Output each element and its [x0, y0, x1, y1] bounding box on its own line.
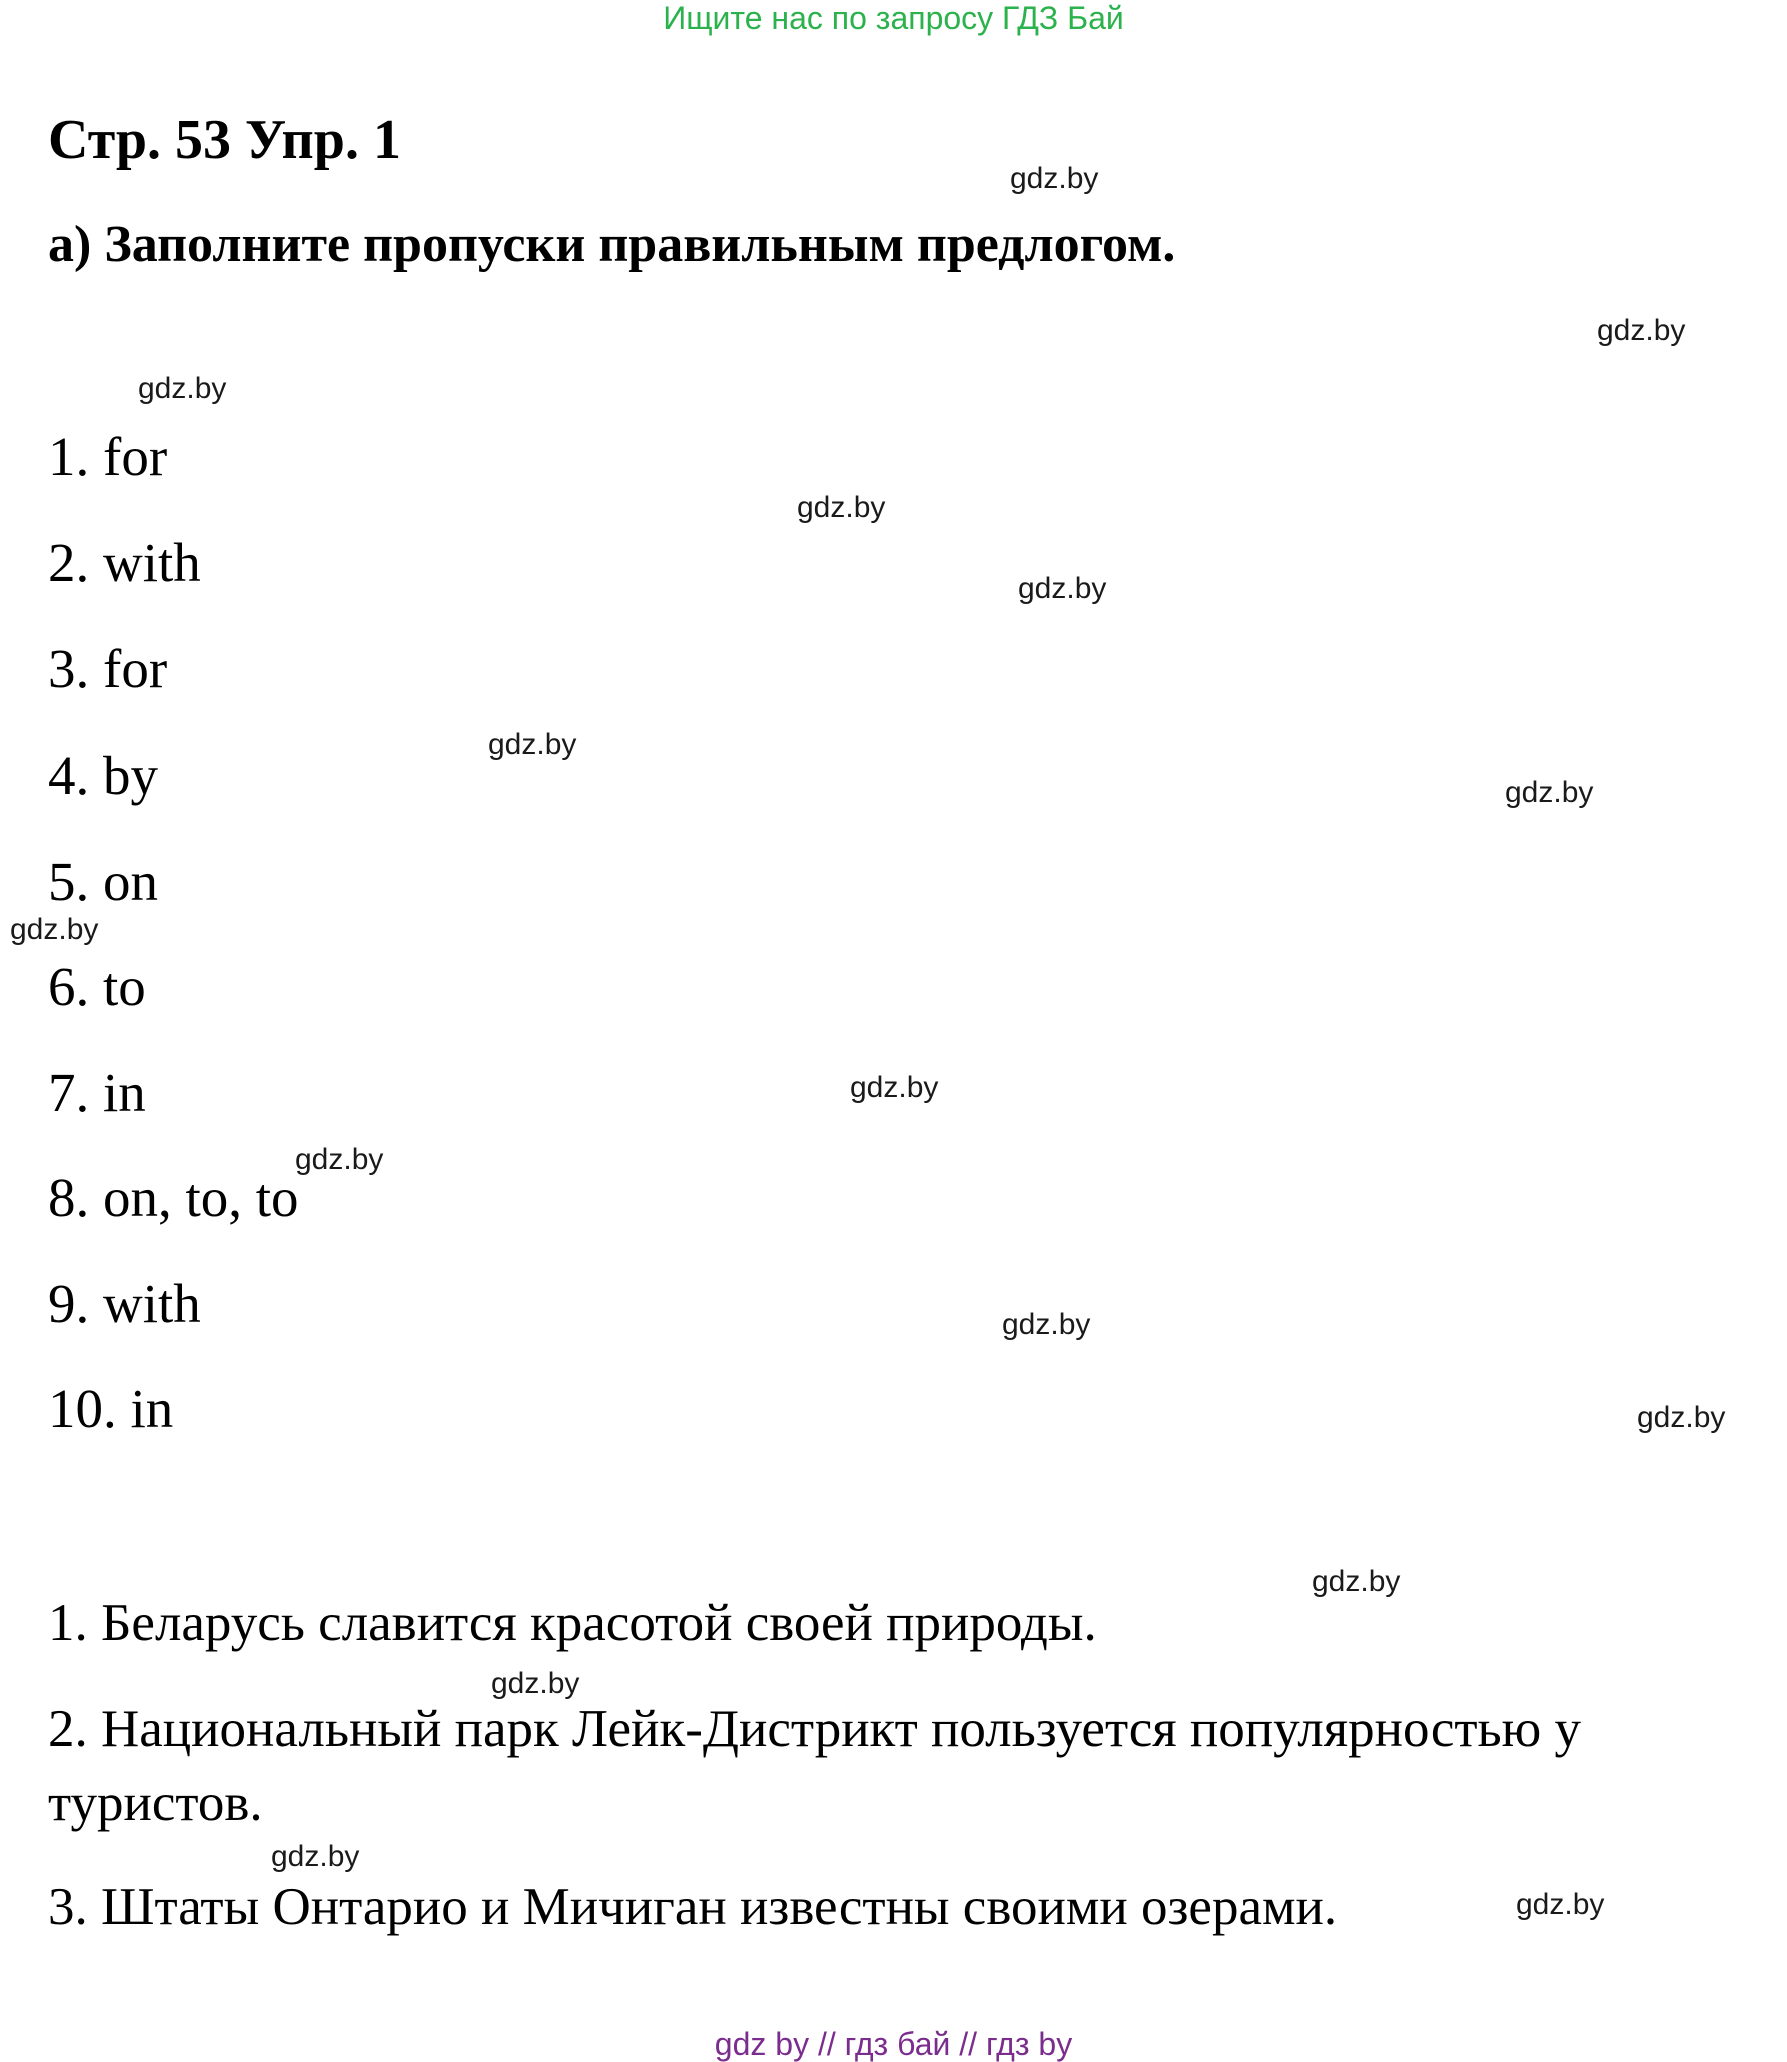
- watermark: gdz.by: [1637, 1401, 1726, 1434]
- answer-item: 9. with: [48, 1273, 201, 1334]
- answer-item: 5. on: [48, 851, 158, 912]
- answer-item: 6. to: [48, 956, 146, 1017]
- answer-item: 4. by: [48, 745, 158, 806]
- answer-item: 2. with: [48, 532, 201, 593]
- translation-line: туристов.: [48, 1774, 263, 1832]
- translation-line: 3. Штаты Онтарио и Мичиган известны своими озерами.: [48, 1878, 1338, 1936]
- answer-item: 3. for: [48, 638, 168, 699]
- answer-item: 7. in: [48, 1062, 146, 1123]
- watermark: gdz.by: [491, 1667, 580, 1700]
- watermark: gdz.by: [1018, 572, 1107, 605]
- watermark: gdz.by: [797, 491, 886, 524]
- translation-line: 2. Национальный парк Лейк-Дистрикт пользуется популярностью у: [48, 1700, 1582, 1758]
- watermark: gdz.by: [1516, 1888, 1605, 1921]
- page-title: Стр. 53 Упр. 1: [48, 109, 401, 171]
- watermark: gdz.by: [1010, 162, 1099, 195]
- watermark: gdz.by: [1312, 1565, 1401, 1598]
- translation-line: 1. Беларусь славится красотой своей природы.: [48, 1594, 1097, 1652]
- answer-item: 1. for: [48, 426, 168, 487]
- task-heading: а) Заполните пропуски правильным предлогом.: [48, 216, 1176, 273]
- watermark: gdz.by: [295, 1143, 384, 1176]
- answer-item: 10. in: [48, 1378, 174, 1439]
- watermark: gdz.by: [1002, 1308, 1091, 1341]
- watermark: gdz.by: [271, 1840, 360, 1873]
- watermark: gdz.by: [1597, 314, 1686, 347]
- top-banner[interactable]: Ищите нас по запросу ГДЗ Бай: [663, 0, 1124, 36]
- watermark: gdz.by: [488, 728, 577, 761]
- footer-links[interactable]: gdz by // гдз бай // гдз by: [714, 2026, 1073, 2062]
- watermark: gdz.by: [138, 372, 227, 405]
- watermark: gdz.by: [850, 1071, 939, 1104]
- answer-item: 8. on, to, to: [48, 1167, 299, 1228]
- watermark: gdz.by: [10, 913, 99, 946]
- watermark: gdz.by: [1505, 776, 1594, 809]
